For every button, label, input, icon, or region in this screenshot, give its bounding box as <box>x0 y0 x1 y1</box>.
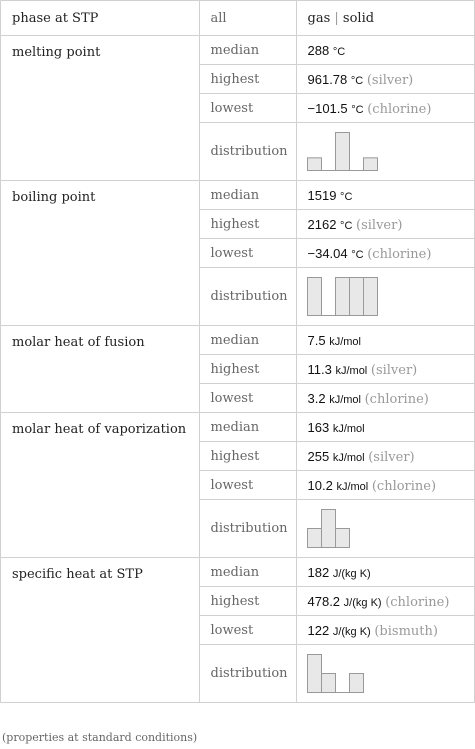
row-label-highest: highest <box>210 71 260 87</box>
header-solid: solid <box>342 10 375 26</box>
property-name: molar heat of vaporization <box>12 421 187 437</box>
value-number: 288 <box>307 42 330 58</box>
value-unit: kJ/mol <box>335 364 368 377</box>
row-value <box>308 616 438 645</box>
property-name: melting point <box>12 44 101 60</box>
value-number: 122 <box>307 622 330 638</box>
histogram-bar <box>364 158 378 171</box>
value-number: 182 <box>307 564 330 580</box>
value-number: 2162 <box>307 216 337 232</box>
row-label-distribution: distribution <box>210 520 288 536</box>
property-name: boiling point <box>12 189 96 205</box>
row-label-median: median <box>210 419 260 435</box>
value-number: −34.04 <box>307 245 348 261</box>
row-label-lowest: lowest <box>210 245 254 261</box>
value-note: (chlorine) <box>371 478 437 494</box>
footer-note: (properties at standard conditions) <box>2 731 198 744</box>
value-unit: °C <box>332 45 346 58</box>
value-note: (silver) <box>368 449 415 465</box>
value-number: 11.3 <box>307 361 332 377</box>
value-number: 163 <box>307 419 330 435</box>
header-gas: gas <box>307 10 331 26</box>
value-unit: °C <box>351 103 364 116</box>
value-unit: kJ/mol <box>332 422 365 435</box>
value-number: 1519 <box>307 187 337 203</box>
value-unit: kJ/mol <box>329 393 361 406</box>
value-unit: J/(kg K) <box>332 625 371 638</box>
value-number: 7.5 <box>307 332 326 348</box>
row-label-lowest: lowest <box>210 477 254 493</box>
histogram-bar <box>336 529 350 548</box>
histogram-bar <box>336 278 350 316</box>
row-label-median: median <box>210 332 260 348</box>
histogram-bar <box>350 278 364 316</box>
row-label-distribution: distribution <box>210 288 288 304</box>
histogram-bar <box>364 278 378 316</box>
histogram-bar <box>350 674 364 693</box>
histogram-bar <box>308 278 322 316</box>
histogram-bar <box>322 674 336 693</box>
row-value <box>308 94 432 123</box>
distribution-histogram <box>308 133 378 171</box>
distribution-histogram <box>308 510 350 548</box>
value-unit: °C <box>340 190 353 203</box>
value-number: 255 <box>307 448 330 464</box>
row-value <box>308 181 353 210</box>
row-label-median: median <box>210 564 260 580</box>
histogram-bar <box>308 158 322 171</box>
row-value <box>308 384 429 413</box>
value-unit: J/(kg K) <box>343 596 382 609</box>
row-label-distribution: distribution <box>210 665 288 681</box>
value-note: (silver) <box>370 362 418 378</box>
value-unit: J/(kg K) <box>332 567 371 580</box>
row-value <box>308 558 371 587</box>
value-note: (chlorine) <box>367 246 432 262</box>
value-unit: kJ/mol <box>332 451 365 464</box>
row-label-median: median <box>210 187 260 203</box>
histogram-bar <box>308 529 322 548</box>
row-label-distribution: distribution <box>210 143 288 159</box>
row-value <box>308 210 403 239</box>
row-label-lowest: lowest <box>210 390 254 406</box>
row-label-highest: highest <box>210 593 260 609</box>
row-value <box>308 471 437 500</box>
value-number: −101.5 <box>307 100 348 116</box>
row-value <box>308 36 346 65</box>
row-label-highest: highest <box>210 361 260 377</box>
header-phase-at-stp: phase at STP <box>12 10 99 26</box>
row-value <box>308 587 450 616</box>
histogram-bar <box>336 133 350 171</box>
value-number: 3.2 <box>307 390 326 406</box>
row-value <box>308 326 361 355</box>
value-number: 961.78 <box>307 71 348 87</box>
property-name: molar heat of fusion <box>12 334 145 350</box>
histogram-bar <box>322 510 336 548</box>
value-note: (bismuth) <box>374 623 438 639</box>
value-note: (chlorine) <box>367 101 432 117</box>
property-name: specific heat at STP <box>12 566 143 582</box>
distribution-histogram <box>308 655 364 693</box>
row-label-highest: highest <box>210 448 260 464</box>
row-label-lowest: lowest <box>210 622 254 638</box>
row-value <box>308 413 365 442</box>
value-note: (chlorine) <box>385 594 450 610</box>
histogram-bar <box>308 655 322 693</box>
row-value <box>308 442 415 471</box>
value-number: 478.2 <box>307 593 341 609</box>
row-label-median: median <box>210 42 260 58</box>
value-unit: °C <box>340 219 353 232</box>
header-all: all <box>210 10 227 26</box>
header-phases <box>308 1 375 36</box>
row-label-lowest: lowest <box>210 100 254 116</box>
row-value <box>308 239 432 268</box>
value-number: 10.2 <box>307 477 333 493</box>
value-note: (silver) <box>356 217 403 233</box>
row-value <box>308 355 418 384</box>
row-value <box>308 65 414 94</box>
value-unit: kJ/mol <box>336 480 369 493</box>
value-unit: °C <box>351 248 364 261</box>
value-note: (chlorine) <box>364 391 429 407</box>
distribution-histogram <box>308 278 378 316</box>
value-unit: °C <box>350 74 364 87</box>
value-unit: kJ/mol <box>329 335 361 348</box>
value-note: (silver) <box>366 72 414 88</box>
row-label-highest: highest <box>210 216 260 232</box>
header-separator: | <box>334 10 339 26</box>
